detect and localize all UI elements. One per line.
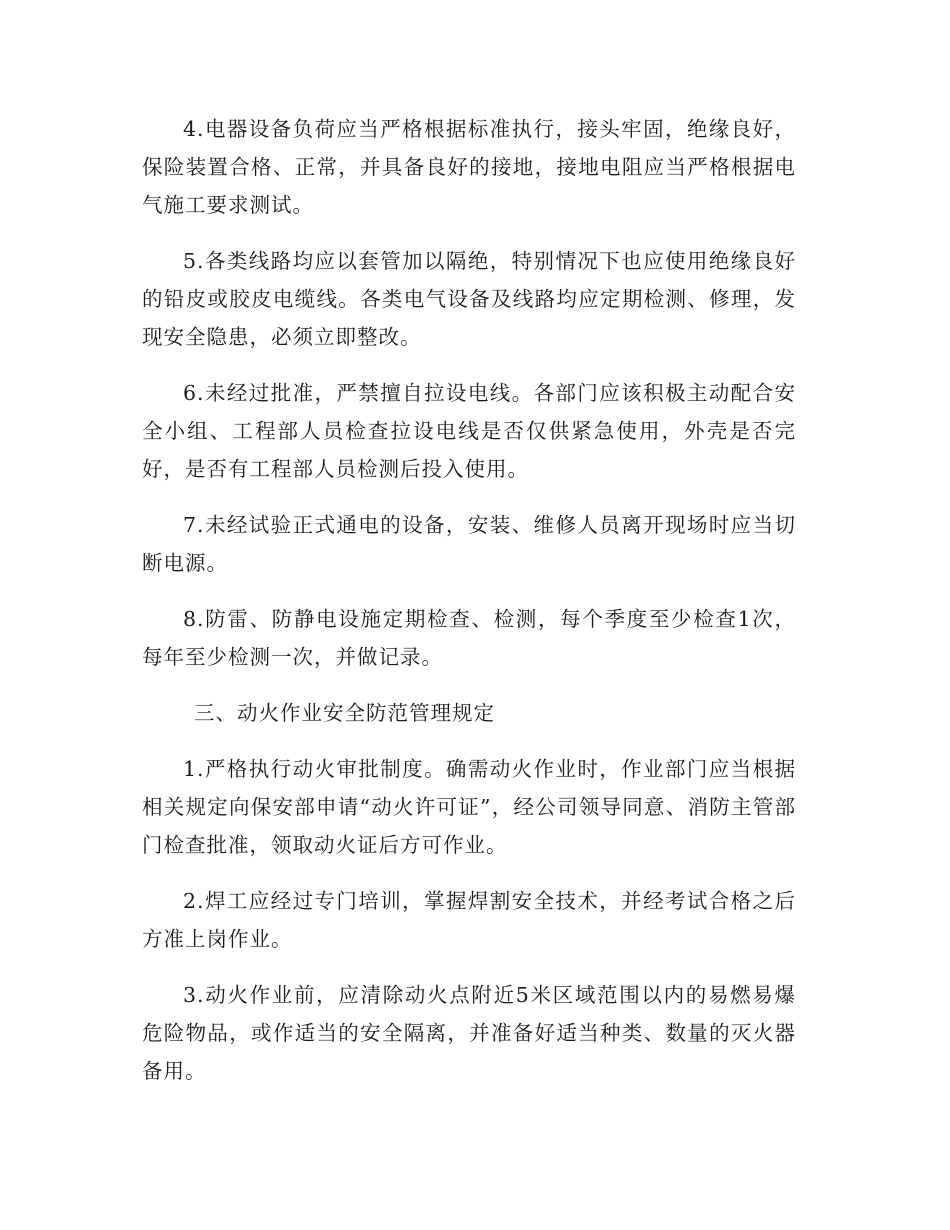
paragraph-item-4: 4.电器设备负荷应当严格根据标准执行，接头牢固，绝缘良好，保险装置合格、正常，并具备良好的接地，接地电阻应当严格根据电气施工要求测试。 <box>142 117 796 217</box>
section-heading: 三、动火作业安全防范管理规定 <box>194 701 495 725</box>
section-paragraph-2: 2.焊工应经过专门培训，掌握焊割安全技术，并经考试合格之后方准上岗作业。 <box>142 889 796 951</box>
paragraph-item-8: 8.防雷、防静电设施定期检查、检测，每个季度至少检查1次，每年至少检测一次，并做记录。 <box>142 607 796 669</box>
section-paragraph-3: 3.动火作业前，应清除动火点附近5米区域范围以内的易燃易爆危险物品，或作适当的安全隔离，并准备好适当种类、数量的灭火器备用。 <box>142 983 796 1083</box>
paragraph-item-5: 5.各类线路均应以套管加以隔绝，特别情况下也应使用绝缘良好的铅皮或胶皮电缆线。各类电气设备及线路均应定期检测、修理，发现安全隐患，必须立即整改。 <box>142 249 796 349</box>
document-body <box>142 110 796 1108</box>
paragraph-item-7: 7.未经试验正式通电的设备，安装、维修人员离开现场时应当切断电源。 <box>142 513 796 575</box>
section-paragraph-1: 1.严格执行动火审批制度。确需动火作业时，作业部门应当根据相关规定向保安部申请“动火许可证”，经公司领导同意、消防主管部门检查批准，领取动火证后方可作业。 <box>142 757 796 857</box>
paragraph-item-6: 6.未经过批准，严禁擅自拉设电线。各部门应该积极主动配合安全小组、工程部人员检查拉设电线是否仅供紧急使用，外壳是否完好，是否有工程部人员检测后投入使用。 <box>142 381 796 481</box>
